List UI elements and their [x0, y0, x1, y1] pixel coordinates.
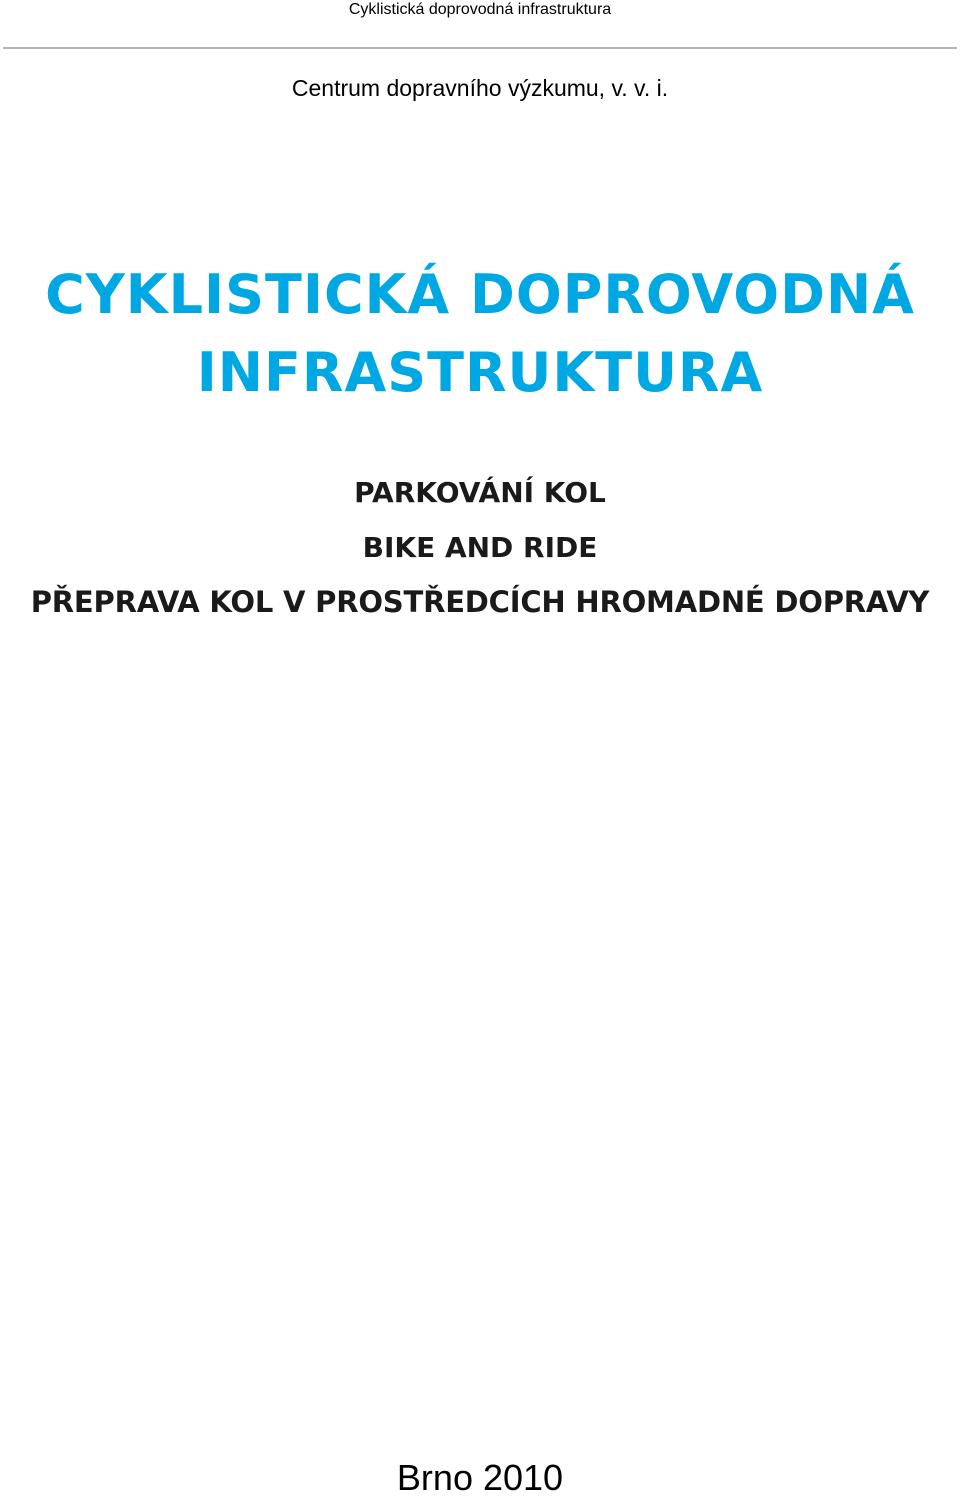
- running-header: Cyklistická doprovodná infrastruktura: [348, 1, 612, 18]
- title-line-2: INFRASTRUKTURA: [196, 341, 764, 404]
- subtitle-public-transport: PŘEPRAVA KOL V PROSTŘEDCÍCH HROMADNÉ DOPRAVY: [30, 585, 930, 619]
- institution-name: Centrum dopravního výzkumu, v. v. i.: [291, 75, 669, 101]
- document-title: [0, 256, 960, 412]
- title-line-1: CYKLISTICKÁ DOPROVODNÁ: [45, 263, 915, 326]
- header-divider: [3, 47, 957, 49]
- subtitle-parking: PARKOVÁNÍ KOL: [354, 476, 606, 509]
- place-and-year: Brno 2010: [396, 1457, 564, 1498]
- subtitle-list: [0, 465, 960, 630]
- subtitle-bike-and-ride: BIKE AND RIDE: [362, 531, 598, 564]
